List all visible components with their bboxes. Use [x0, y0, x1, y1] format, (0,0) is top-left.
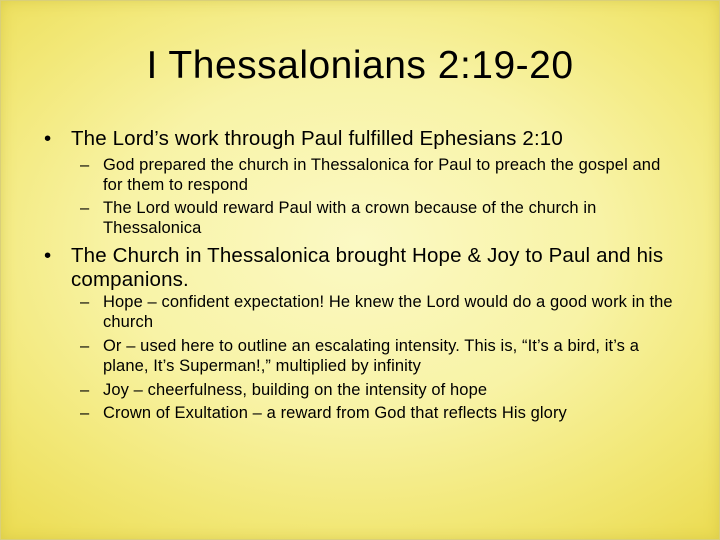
bullet-icon: • [44, 244, 52, 267]
dash-icon: – [80, 381, 90, 399]
dash-icon: – [80, 156, 90, 174]
dash-icon: – [80, 404, 90, 422]
sub-bullet-2-1 [80, 293, 680, 332]
dash-icon: – [80, 293, 90, 311]
sub-bullet-text: Crown of Exultation – a reward from God that reflects His glory [103, 404, 567, 422]
sub-bullet-2-2 [80, 337, 680, 376]
bullet-icon: • [44, 127, 52, 150]
dash-icon: – [80, 337, 90, 355]
slide-title: I Thessalonians 2:19-20 [146, 44, 574, 87]
sub-bullet-2-4 [80, 404, 680, 424]
sub-bullet-text: God prepared the church in Thessalonica for Paul to preach the gospel and for them to respond [103, 156, 661, 194]
dash-icon: – [80, 199, 90, 217]
sub-bullet-1-2 [80, 199, 680, 238]
sub-bullet-text: Or – used here to outline an escalating intensity. This is, “It’s a bird, it’s a plane, It’s Superman!,” multiplied by infinity [103, 337, 639, 375]
bullet-point-1 [44, 127, 684, 151]
bullet-text: The Lord’s work through Paul fulfilled Ephesians 2:10 [71, 127, 563, 150]
sub-bullet-text: The Lord would reward Paul with a crown because of the church in Thessalonica [103, 199, 597, 237]
bullet-text: The Church in Thessalonica brought Hope & Joy to Paul and his companions. [71, 244, 664, 291]
sub-bullet-text: Hope – confident expectation! He knew the Lord would do a good work in the church [103, 293, 673, 331]
sub-bullet-1-1 [80, 156, 680, 195]
sub-bullet-2-3 [80, 381, 680, 401]
sub-bullet-text: Joy – cheerfulness, building on the intensity of hope [103, 381, 488, 399]
bullet-point-2 [44, 244, 684, 292]
